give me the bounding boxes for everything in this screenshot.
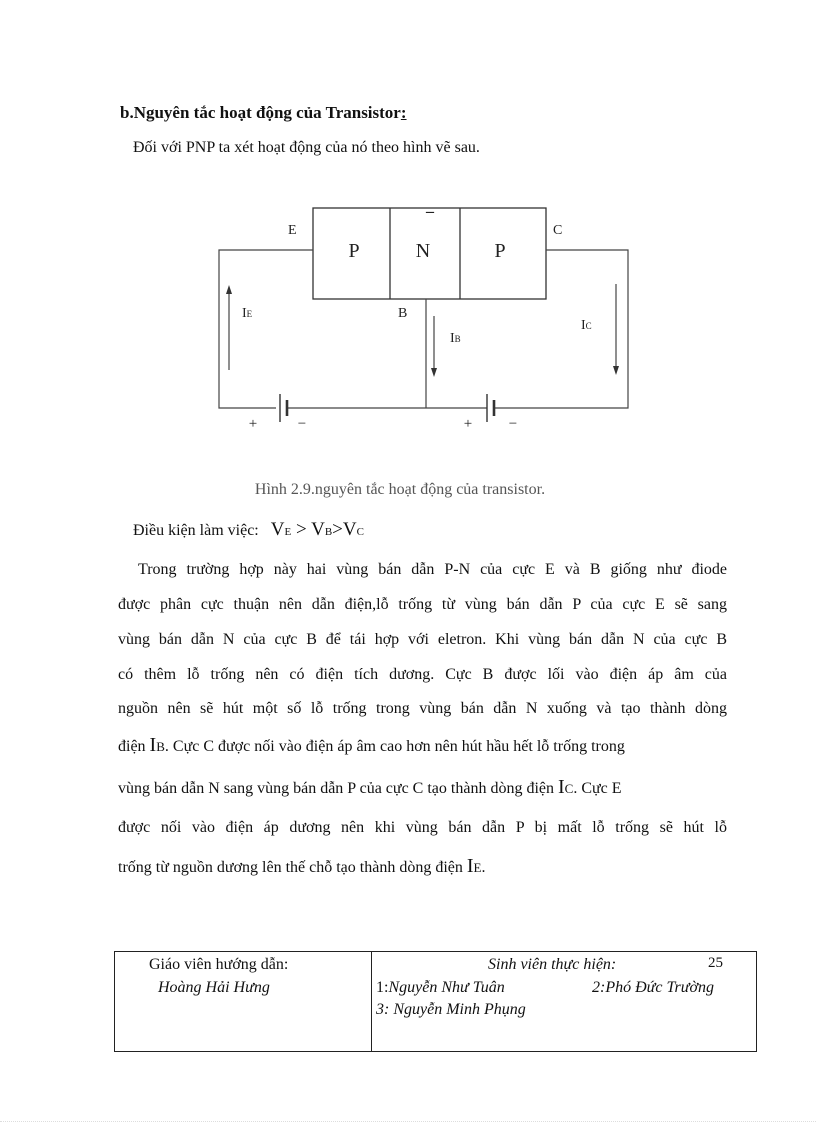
heading-colon: : xyxy=(400,103,407,122)
battery-2-minus: − xyxy=(508,416,518,432)
body-line-4: có thêm lỗ trống nên có điện tích dương. Cực B được lối vào điện áp âm của xyxy=(118,666,727,683)
body-line-3: vùng bán dẫn N của cực B để tái hợp với eletron. Khi vùng bán dẫn N của cực B xyxy=(118,631,727,648)
battery-1-plus: + xyxy=(248,416,258,432)
region-p-right: P xyxy=(494,240,506,262)
body-line-7: vùng bán dẫn N sang vùng bán dẫn P của cực C tạo thành dòng điện IC. Cực E xyxy=(118,776,622,798)
page-number: 25 xyxy=(708,955,723,971)
student-3: 3: Nguyễn Minh Phụng xyxy=(376,1001,526,1018)
body-line-6: điện IB. Cực C được nối vào điện áp âm cao hơn nên hút hầu hết lỗ trống trong xyxy=(118,734,625,756)
student-1: 1:Nguyễn Như Tuân xyxy=(376,979,505,996)
intro-paragraph: Đối với PNP ta xét hoạt động của nó theo hình vẽ sau. xyxy=(133,139,480,156)
pnp-circuit-diagram xyxy=(0,0,816,470)
figure-caption: Hình 2.9.nguyên tắc hoạt động của transistor. xyxy=(254,481,546,498)
current-b-label: IB xyxy=(450,331,461,346)
current-e-label: IE xyxy=(242,306,253,321)
student-2: 2:Phó Đức Trường xyxy=(592,979,714,996)
terminal-b-label: B xyxy=(398,306,408,321)
advisor-name: Hoàng Hải Hưng xyxy=(158,979,270,996)
collector-wire xyxy=(494,250,628,408)
body-line-5: nguồn nên sẽ hút một số lỗ trống trong vùng bán dẫn N xuống và tạo thành dòng xyxy=(118,700,727,717)
advisor-label: Giáo viên hướng dẫn: xyxy=(149,956,289,973)
body-line-9: trống từ nguồn dương lên thế chỗ tạo thành dòng điện IE. xyxy=(118,855,486,877)
terminal-c-label: C xyxy=(553,223,563,238)
region-p-left: P xyxy=(348,240,360,262)
condition-label: Điều kiện làm việc: xyxy=(133,522,259,539)
emitter-wire xyxy=(219,250,313,408)
body-line-2: được phân cực thuận nên dẫn điện,lỗ trống từ vùng bán dẫn P của cực E sẽ sang xyxy=(118,596,727,613)
body-line-8: được nối vào điện áp dương nên khi vùng bán dẫn P bị mất lỗ trống sẽ hút lỗ xyxy=(118,819,727,836)
current-c-arrowhead xyxy=(613,366,619,375)
battery-2-plus: + xyxy=(463,416,473,432)
working-condition xyxy=(133,519,364,541)
body-line-1: Trong trường hợp này hai vùng bán dẫn P-N của cực E và B giống như điode xyxy=(138,561,727,578)
current-b-arrowhead xyxy=(431,368,437,377)
current-c-label: IC xyxy=(581,318,592,333)
heading-text: b.Nguyên tắc hoạt động của Transistor xyxy=(120,103,401,122)
students-label: Sinh viên thực hiện: xyxy=(488,956,617,973)
region-n: N xyxy=(415,240,431,262)
terminal-e-label: E xyxy=(288,223,297,238)
footer-divider xyxy=(371,951,372,1052)
current-e-arrowhead xyxy=(226,285,232,294)
bar-mark: _ xyxy=(426,198,434,215)
battery-1-minus: − xyxy=(297,416,307,432)
condition-formula: VE > VB>VC xyxy=(270,519,364,540)
